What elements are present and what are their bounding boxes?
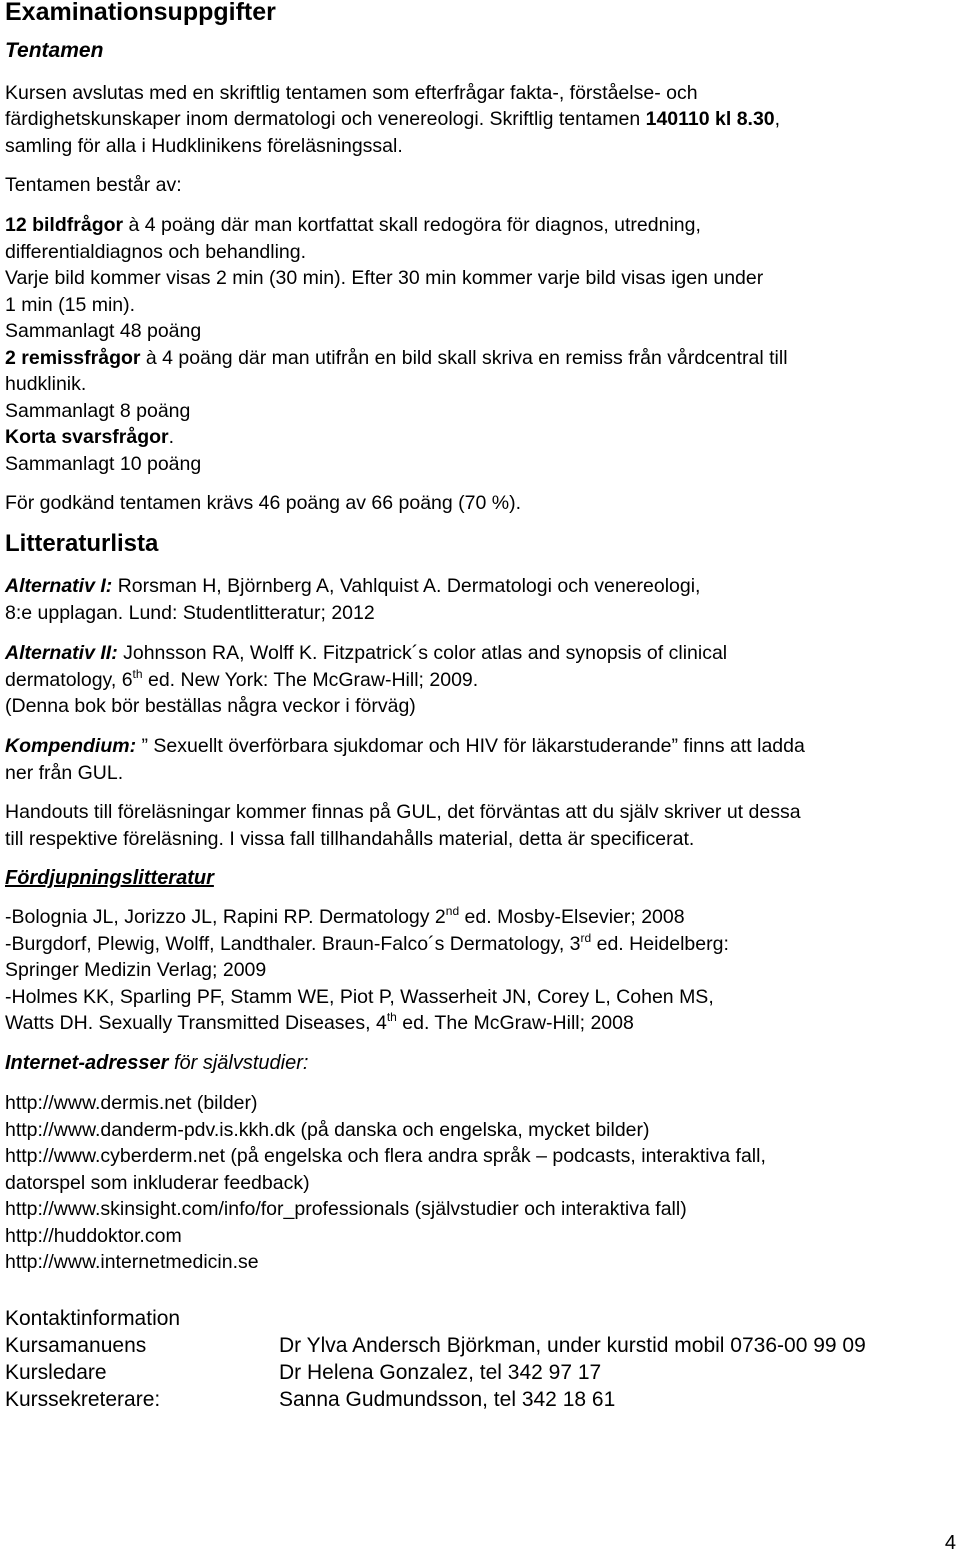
alt2-text-b: ed. New York: The McGraw-Hill; 2009.: [142, 669, 479, 691]
ref-holmes: -Holmes KK, Sparling PF, Stamm WE, Piot P, Wasserheit JN, Corey L, Cohen MS,: [5, 986, 714, 1008]
alternativ-2-text: Johnsson RA, Wolff K. Fitzpatrick´s color atlas and synopsis of clinical: [117, 642, 728, 664]
link-skinsight-text[interactable]: http://www.skinsight.com/info/for_professionals (självstudier och interaktiva fall): [5, 1198, 687, 1220]
kompendium-text: ” Sexuellt överförbara sjukdomar och HIV för läkarstuderande” finns att ladda: [136, 735, 805, 757]
kontakt-role: Kursledare: [5, 1361, 107, 1384]
ref-burgdorf-rest: ed. Heidelberg:: [591, 933, 729, 955]
tentamen-intro-line-2: [5, 106, 780, 133]
ref-bolognia-text: -Bolognia JL, Jorizzo JL, Rapini RP. Dermatology 2: [5, 906, 446, 928]
kompendium-line-2: ner från GUL.: [5, 762, 124, 784]
korta-dot: .: [168, 426, 175, 448]
link-huddoktor[interactable]: [5, 1223, 182, 1250]
kontakt-person: Dr Ylva Andersch Björkman, under kurstid mobil 0736-00 99 09: [279, 1334, 866, 1357]
ref-holmes-sup: th: [386, 1010, 397, 1024]
kontakt-row: [5, 1360, 945, 1387]
alternativ-2-line-2: [5, 667, 478, 694]
alternativ-1-line-2: 8:e upplagan. Lund: Studentlitteratur; 2012: [5, 602, 375, 624]
godkand-line: För godkänd tentamen krävs 46 poäng av 66 poäng (70 %).: [5, 492, 521, 514]
kompendium-label: Kompendium:: [5, 735, 137, 757]
ref-holmes-text: Watts DH. Sexually Transmitted Diseases, 4: [5, 1012, 387, 1034]
sum-8: Sammanlagt 8 poäng: [5, 400, 191, 422]
internet-heading-rest: för självstudier:: [168, 1052, 309, 1074]
ref-bolognia-rest: ed. Mosby-Elsevier; 2008: [459, 906, 685, 928]
sum-48: Sammanlagt 48 poäng: [5, 320, 202, 342]
alternativ-1-line: [5, 573, 700, 600]
internet-heading: [5, 1050, 308, 1077]
fordjupning-heading: Fördjupningslitteratur: [5, 867, 214, 889]
link-internetmedicin-text[interactable]: http://www.internetmedicin.se: [5, 1251, 259, 1273]
bildfragor-text: à 4 poäng där man kortfattat skall redogöra för diagnos, utredning,: [123, 214, 701, 236]
tentamen-heading: Tentamen: [5, 39, 104, 62]
tentamen-intro-line-1: Kursen avslutas med en skriftlig tentamen som efterfrågar fakta-, förståelse- och: [5, 82, 698, 104]
ref-holmes-rest: ed. The McGraw-Hill; 2008: [396, 1012, 634, 1034]
sum-10: Sammanlagt 10 poäng: [5, 453, 202, 475]
link-danderm[interactable]: [5, 1117, 650, 1144]
ref-bolognia: [5, 904, 685, 931]
remissfragor-text: à 4 poäng där man utifrån en bild skall skriva en remiss från vårdcentral till: [140, 347, 788, 369]
korta-line: [5, 424, 174, 451]
ref-burgdorf-sup: rd: [580, 931, 592, 945]
link-internetmedicin[interactable]: [5, 1249, 259, 1276]
remissfragor-line-2: hudklinik.: [5, 373, 87, 395]
litteraturlista-heading: Litteraturlista: [5, 530, 159, 557]
alternativ-1-label: Alternativ I:: [5, 575, 113, 597]
ref-holmes-line-2: [5, 1010, 634, 1037]
internet-heading-bold: Internet-adresser: [5, 1052, 169, 1074]
kontakt-role: Kursamanuens: [5, 1334, 147, 1357]
alternativ-2-label: Alternativ II:: [5, 642, 118, 664]
ref-burgdorf-text: -Burgdorf, Plewig, Wolff, Landthaler. Braun-Falco´s Dermatology, 3: [5, 933, 581, 955]
link-skinsight[interactable]: [5, 1196, 687, 1223]
alternativ-2-line: [5, 640, 727, 667]
tentamen-intro-line-3: samling för alla i Hudklinikens föreläsningssal.: [5, 135, 403, 157]
bildfragor-line-2: differentialdiagnos och behandling.: [5, 241, 307, 263]
link-danderm-text[interactable]: http://www.danderm-pdv.is.kkh.dk (på danska och engelska, mycket bilder): [5, 1119, 650, 1141]
kontakt-role: Kurssekreterare:: [5, 1388, 161, 1411]
kontakt-person: Dr Helena Gonzalez, tel 342 97 17: [279, 1361, 602, 1384]
kontakt-row: [5, 1333, 945, 1360]
kontakt-heading: Kontaktinformation: [5, 1307, 181, 1330]
link-dermis-text[interactable]: http://www.dermis.net (bilder): [5, 1092, 258, 1114]
ref-bolognia-sup: nd: [445, 904, 460, 918]
remissfragor-label: 2 remissfrågor: [5, 347, 141, 369]
alternativ-1-text: Rorsman H, Björnberg A, Vahlquist A. Dermatologi och venereologi,: [112, 575, 701, 597]
link-cyberderm-line-2: datorspel som inkluderar feedback): [5, 1172, 310, 1194]
korta-label: Korta svarsfrågor: [5, 426, 169, 448]
link-huddoktor-text[interactable]: http://huddoktor.com: [5, 1225, 182, 1247]
handouts-line-2: till respektive föreläsning. I vissa fall tillhandahålls material, detta är specificerat.: [5, 828, 695, 850]
page-number: 4: [944, 1532, 956, 1554]
alternativ-2-line-3: (Denna bok bör beställas några veckor i förväg): [5, 695, 416, 717]
page-title: Examinationsuppgifter: [5, 0, 276, 26]
kontakt-person: Sanna Gudmundsson, tel 342 18 61: [279, 1388, 616, 1411]
handouts-line-1: Handouts till föreläsningar kommer finnas på GUL, det förväntas att du själv skriver ut dessa: [5, 801, 801, 823]
kontakt-row: [5, 1387, 945, 1414]
bildfragor-line: [5, 212, 701, 239]
tentamen-contents-label: Tentamen består av:: [5, 174, 182, 196]
ref-burgdorf: [5, 931, 729, 958]
link-cyberderm-text[interactable]: http://www.cyberderm.net (på engelska och flera andra språk – podcasts, interaktiva fall,: [5, 1145, 766, 1167]
varje-bild-line-2: 1 min (15 min).: [5, 294, 136, 316]
alt2-sup: th: [132, 667, 143, 681]
bildfragor-label: 12 bildfrågor: [5, 214, 124, 236]
alt2-text-a: dermatology, 6: [5, 669, 133, 691]
intro-comma: ,: [774, 108, 781, 130]
varje-bild-line: Varje bild kommer visas 2 min (30 min). Efter 30 min kommer varje bild visas igen under: [5, 267, 764, 289]
exam-date: 140110 kl 8.30: [645, 108, 775, 130]
link-cyberderm[interactable]: [5, 1143, 766, 1170]
remissfragor-line: [5, 345, 788, 372]
link-dermis[interactable]: [5, 1090, 258, 1117]
kompendium-line: [5, 733, 805, 760]
intro-text: färdighetskunskaper inom dermatologi och venereologi. Skriftlig tentamen: [5, 108, 646, 130]
ref-burgdorf-line-2: Springer Medizin Verlag; 2009: [5, 959, 267, 981]
